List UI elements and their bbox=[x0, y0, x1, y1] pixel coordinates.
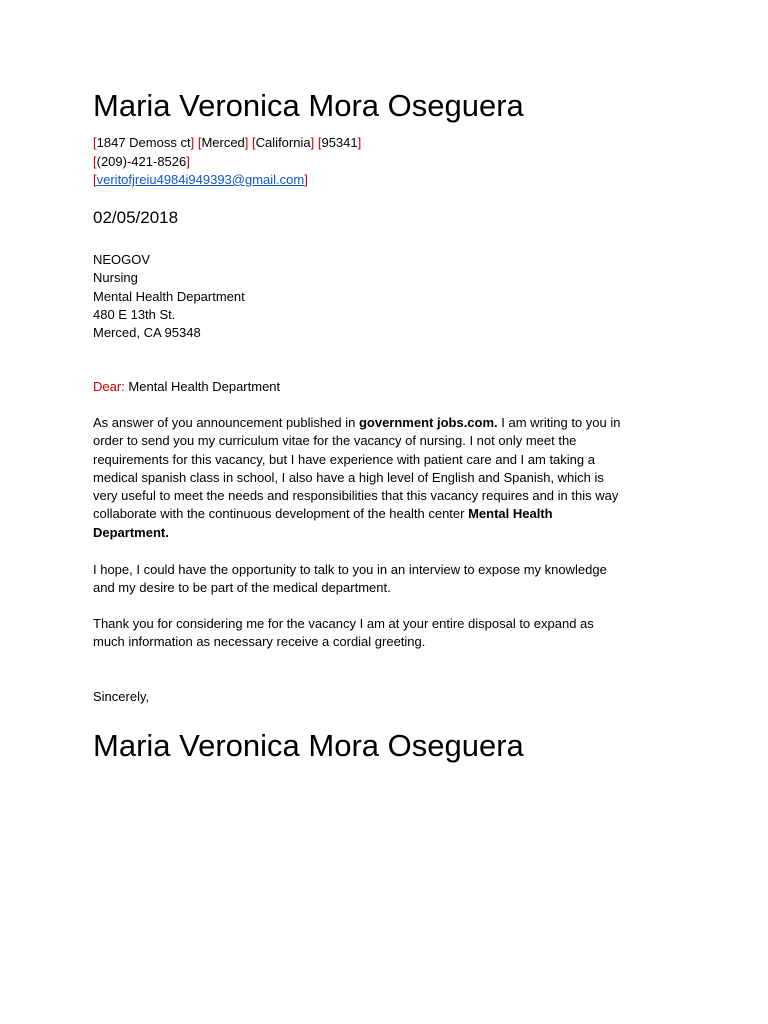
salutation-name: Mental Health Department bbox=[124, 379, 281, 394]
recipient-line: Nursing bbox=[93, 270, 138, 286]
recipient-line: Mental Health Department bbox=[93, 288, 245, 304]
paragraph-line: much information as necessary receive a cordial greeting. bbox=[93, 634, 426, 650]
paragraph-line: medical spanish class in school, I also have a high level of English and Spanish, which is bbox=[93, 469, 604, 485]
text-run: As answer of you announcement published in bbox=[93, 415, 359, 430]
bold-text-run: government jobs.com. bbox=[358, 415, 498, 430]
sender-street: 1847 Demoss ct bbox=[96, 135, 191, 150]
salutation bbox=[93, 378, 280, 396]
sender-city: Merced bbox=[201, 135, 245, 150]
salutation-label: Dear: bbox=[93, 379, 125, 394]
signature-name: Maria Veronica Mora Oseguera bbox=[93, 728, 524, 763]
sender-state: California bbox=[255, 135, 311, 150]
sender-email-link[interactable]: veritofjreiu4984i949393@gmail.com bbox=[96, 172, 305, 187]
text-run: collaborate with the continuous development of the health center bbox=[93, 506, 469, 522]
bold-text-run: Department. bbox=[93, 524, 169, 540]
sender-zip: 95341 bbox=[321, 135, 358, 150]
closing: Sincerely, bbox=[93, 689, 150, 704]
paragraph-line: very useful to meet the needs and responsibilities that this vacancy requires and in this way bbox=[93, 488, 619, 504]
sender-address-line: [1847 Demoss ct] [Merced] [California] [95341] bbox=[93, 135, 362, 150]
paragraph-line bbox=[93, 505, 683, 523]
paragraph-line: I hope, I could have the opportunity to talk to you in an interview to expose my knowledge bbox=[93, 562, 607, 577]
recipient-line: Merced, CA 95348 bbox=[93, 325, 201, 341]
sender-email-line: [veritofjreiu4984i949393@gmail.com] bbox=[93, 172, 308, 187]
body-paragraph-2 bbox=[93, 561, 683, 598]
recipient-line: 480 E 13th St. bbox=[93, 306, 176, 322]
paragraph-line bbox=[93, 524, 683, 542]
sender-phone: (209)-421-8526 bbox=[96, 153, 187, 169]
sender-name-heading: Maria Veronica Mora Oseguera bbox=[93, 88, 524, 123]
bold-text-run: Mental Health bbox=[468, 506, 553, 522]
text-run: I am writing to you in bbox=[497, 415, 621, 430]
sender-contact-block bbox=[93, 134, 361, 190]
body-paragraph-3 bbox=[93, 615, 683, 652]
recipient-line: NEOGOV bbox=[93, 252, 151, 267]
recipient-address-block bbox=[93, 251, 245, 342]
paragraph-line: Thank you for considering me for the vacancy I am at your entire disposal to expand as bbox=[93, 616, 594, 631]
paragraph-line: requirements for this vacancy, but I have experience with patient care and I am taking a bbox=[93, 451, 595, 467]
letter-date: 02/05/2018 bbox=[93, 208, 179, 227]
sender-phone-line: [(209)-421-8526] bbox=[93, 153, 190, 169]
paragraph-line: order to send you my curriculum vitae for the vacancy of nursing. I not only meet the bbox=[93, 433, 577, 449]
body-paragraph-1 bbox=[93, 414, 683, 542]
paragraph-line bbox=[93, 414, 683, 432]
paragraph-line: and my desire to be part of the medical department. bbox=[93, 580, 391, 596]
